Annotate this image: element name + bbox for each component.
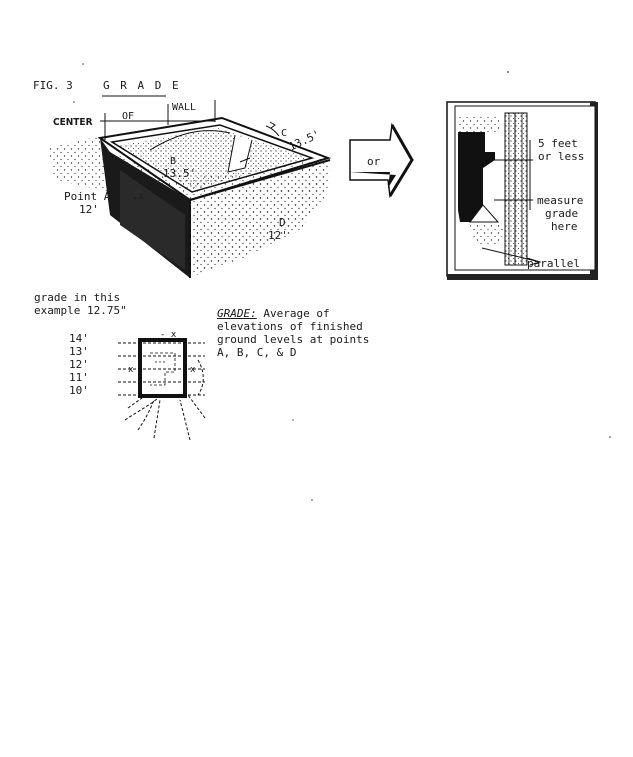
svg-text:x: x	[190, 365, 196, 375]
inset-label-here: here	[551, 220, 578, 233]
elevation-label: 14'	[69, 332, 89, 345]
label-center: CENTER	[53, 117, 93, 128]
definition-line-4: A, B, C, & D	[217, 346, 297, 359]
inset-label-grade: grade	[545, 207, 579, 220]
definition-line-1	[217, 308, 330, 320]
inset-label-feet: 5 feet	[538, 137, 578, 150]
example-line-2: example 12.75"	[34, 304, 127, 317]
inset-label-parallel: parallel	[527, 257, 580, 270]
label-point-d-value: 12'	[268, 229, 288, 242]
arrow-label-or: or	[367, 155, 381, 168]
svg-text:x: x	[128, 365, 134, 375]
label-point-a-value: 12'	[79, 203, 99, 216]
inset-label-or-less: or less	[538, 150, 585, 163]
svg-text:- x: - x	[160, 330, 177, 340]
label-point-c-value: 13.5'	[286, 127, 323, 154]
figure-title: G R A D E	[103, 79, 181, 92]
point-a-marker: .x	[132, 191, 145, 202]
elevation-label: 11'	[69, 371, 89, 384]
example-line-1: grade in this	[34, 291, 121, 304]
definition-term: GRADE:	[217, 307, 257, 320]
label-point-b-value: 13.5'	[163, 167, 197, 180]
elevation-label: 10'	[69, 384, 89, 397]
label-point-d: D	[279, 216, 286, 229]
label-point-b: B	[170, 156, 177, 167]
label-wall: WALL	[172, 102, 197, 113]
elevation-label: 13'	[69, 345, 89, 358]
label-of: OF	[122, 111, 135, 122]
label-point-a: Point A	[64, 190, 111, 203]
definition-line-3: ground levels at points	[217, 333, 370, 346]
definition-line-2: elevations of finished	[217, 320, 363, 333]
elevation-label: 12'	[69, 358, 89, 371]
label-point-c: C	[281, 128, 288, 139]
inset-label-measure: measure	[537, 194, 584, 207]
figure-number: FIG. 3	[33, 79, 73, 92]
plan-view-sketch	[118, 330, 205, 440]
definition-rest: Average of	[256, 307, 330, 320]
big-arrow	[350, 125, 412, 196]
